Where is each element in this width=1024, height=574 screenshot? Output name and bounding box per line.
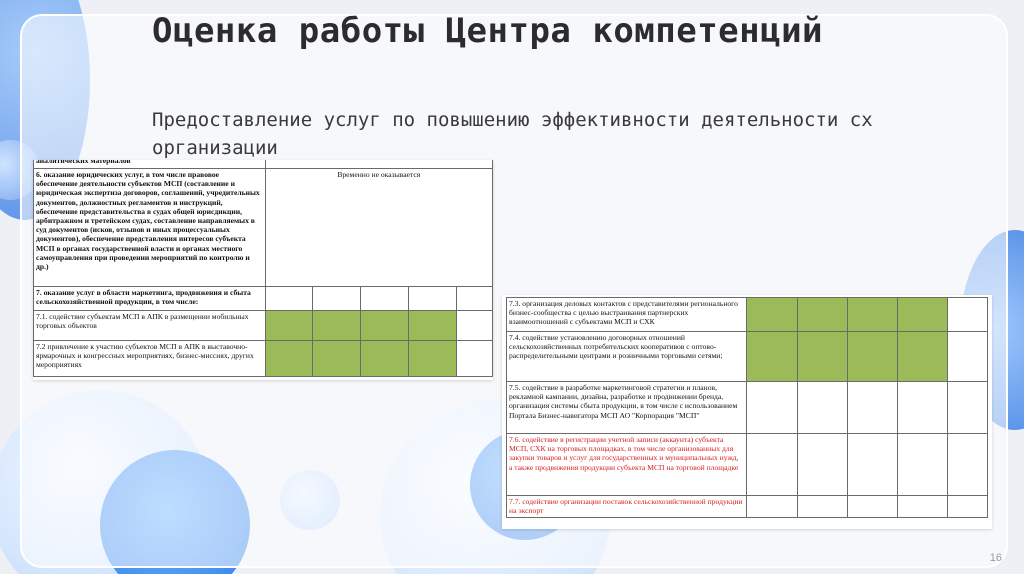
left-table-image: [33, 160, 493, 380]
green-cell: [361, 341, 409, 377]
green-cell: [313, 311, 361, 341]
table-cell: 7.5. содействие в разработке маркетинговой стратегии и планов, рекламной кампании, дизайна, разработке и продвижении бренда, организация системы сбыта продукции, в том числе с использованием Портала Бизнес-навигатора МСП АО "Корпорация "МСП": [507, 382, 747, 434]
green-cell: [409, 341, 457, 377]
table-row: [507, 382, 988, 434]
table-cell: 7.1. содействие субъектам МСП в АПК в размещении мобильных торговых объектов: [34, 311, 266, 341]
green-cell: [798, 332, 848, 382]
green-cell: [361, 311, 409, 341]
table-cell-note: Временно не оказывается: [265, 169, 492, 287]
right-table-image: [502, 295, 992, 529]
table-row: [507, 496, 988, 518]
green-cell: [265, 311, 313, 341]
table-cell-red: 7.7. содействие организации поставок сельскохозяйственной продукции на экспорт: [507, 496, 747, 518]
table-cell: 7. оказание услуг в области маркетинга, продвижения и сбыта сельскохозяйственной продукции, в том числе:: [34, 287, 266, 311]
green-cell: [898, 298, 948, 332]
left-table: [33, 160, 493, 377]
green-cell: [313, 341, 361, 377]
table-row: [34, 169, 493, 287]
table-cell: 7.4. содействие установлению договорных отношений сельскохозяйственных потребительских кооперативов с оптово-распределительными центрами и розничными торговыми сетями;: [507, 332, 747, 382]
table-cell-red: 7.6. содействие в регистрации учетной записи (аккаунта) субъекта МСП, СХК на торговых площадках, в том числе организованных для закупки товаров и услуг для государственных и муниципальных нужд, а также продвижения продукции субъекта МСП на торговой площадке: [507, 434, 747, 496]
green-cell: [848, 332, 898, 382]
right-table: [506, 297, 988, 518]
green-cell: [798, 298, 848, 332]
table-cell: аналитических материалов: [34, 160, 266, 169]
table-row: [34, 341, 493, 377]
table-cell: 7.3. организация деловых контактов с представителями регионального бизнес-сообщества с целью выстраивания партнерских взаимоотношений с субъектами МСП и СХК: [507, 298, 747, 332]
table-row: [507, 332, 988, 382]
green-cell: [265, 341, 313, 377]
table-row: [34, 160, 493, 169]
green-cell: [848, 298, 898, 332]
green-cell: [746, 332, 798, 382]
table-row: [34, 311, 493, 341]
table-cell: 6. оказание юридических услуг, в том числе правовое обеспечение деятельности субъектов МСП (составление и юридическая экспертиза договоров, соглашений, учредительных документов, должностных регламентов и инструкций, обеспечение представительства в судах общей юрисдикции, арбитражном и третейском судах, составление направляемых в суд документов (исков, отзывов и иных процессуальных документов), обеспечение представления интересов субъекта МСП в органах государственной власти и органах местного самоуправления при проведении мероприятий по контролю и др.): [34, 169, 266, 287]
table-row: [507, 434, 988, 496]
page-number: 16: [989, 552, 1002, 564]
slide-subtitle: Предоставление услуг по повышению эффективности деятельности сх организации: [152, 109, 873, 159]
green-cell: [409, 311, 457, 341]
table-row: [507, 298, 988, 332]
table-row: [34, 287, 493, 311]
table-cell: 7.2 привлечение к участию субъектов МСП в АПК в выставочно-ярмарочных и конгрессных мероприятиях, бизнес-миссиях, других мероприятиях: [34, 341, 266, 377]
green-cell: [746, 298, 798, 332]
green-cell: [898, 332, 948, 382]
slide-title: Оценка работы Центра компетенций: [152, 11, 824, 51]
